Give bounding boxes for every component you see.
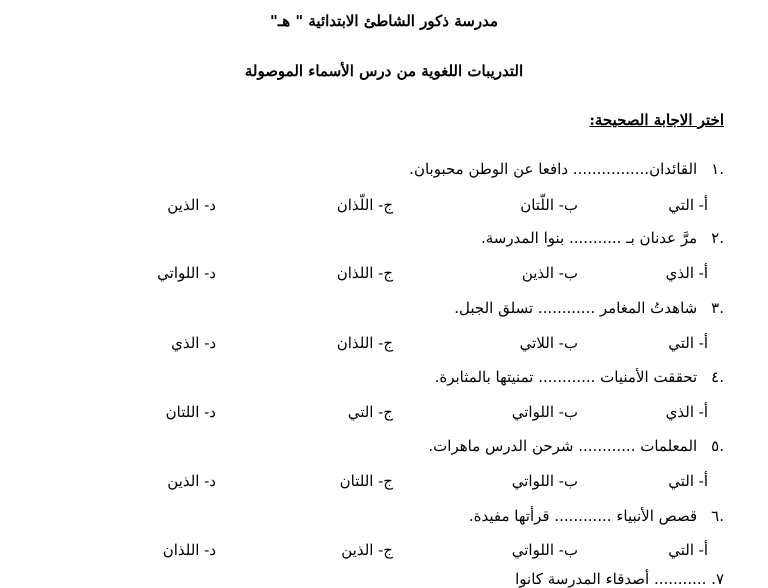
question-7-partial — [404, 570, 724, 588]
option-c: ج- اللذان — [336, 264, 393, 282]
option-d: د- الذين — [167, 196, 216, 214]
question-7-text: ٧. ........... أصدقاء المدرسة كانوا — [515, 570, 724, 588]
question-number: .٢ — [711, 229, 724, 247]
option-c: ج- اللذان — [336, 334, 393, 352]
option-b: ب- اللواتي — [511, 541, 578, 559]
question-text: قصص الأنبياء ............ قرأتها مفيدة. — [468, 507, 698, 525]
option-c: ج- اللّذان — [336, 196, 393, 214]
question-number: .٤ — [711, 368, 724, 386]
option-d: د- الذين — [167, 472, 216, 490]
question-number: .٣ — [711, 299, 724, 317]
option-a: أ- الذي — [665, 264, 708, 282]
option-a: أ- الذي — [665, 403, 708, 421]
question-text: القائدان................ دافعا عن الوطن محبوبان. — [409, 160, 698, 178]
option-d: د- اللذان — [162, 541, 216, 559]
question-text: شاهدتُ المغامر ............ تسلق الجبل. — [454, 299, 698, 317]
option-c: ج- اللتان — [339, 472, 393, 490]
option-d: د- الذي — [171, 334, 216, 352]
question-number: .٥ — [711, 437, 724, 455]
option-d: د- اللواتي — [157, 264, 216, 282]
question-number: .١ — [711, 160, 724, 178]
option-a: أ- التي — [668, 472, 708, 490]
option-c: ج- التي — [347, 403, 393, 421]
question-2 — [481, 229, 724, 247]
option-c: ج- الذين — [341, 541, 393, 559]
question-6 — [469, 507, 724, 525]
question-text: مرَّ عدنان بـ ........... بنوا المدرسة. — [480, 229, 698, 247]
question-3 — [454, 299, 724, 317]
worksheet-title: التدريبات اللغوية من درس الأسماء الموصولة — [244, 62, 524, 80]
option-b: ب- الذين — [521, 264, 578, 282]
option-b: ب- اللّتان — [520, 196, 578, 214]
question-text: المعلمات ............ شرحن الدرس ماهرات. — [428, 437, 698, 455]
question-4 — [435, 368, 724, 386]
instruction: اختر الاجابة الصحيحة: — [589, 111, 724, 129]
option-b: ب- اللواتي — [511, 403, 578, 421]
question-1 — [409, 160, 724, 178]
option-a: أ- التي — [668, 196, 708, 214]
option-b: ب- اللاتي — [519, 334, 578, 352]
question-number: .٦ — [711, 507, 724, 525]
option-a: أ- التي — [668, 334, 708, 352]
question-5 — [428, 437, 724, 455]
question-text: تحققت الأمنيات ............ تمنيتها بالمثابرة. — [434, 368, 698, 386]
option-a: أ- التي — [668, 541, 708, 559]
option-d: د- اللتان — [165, 403, 216, 421]
option-b: ب- اللواتي — [511, 472, 578, 490]
school-name: مدرسة ذكور الشاطئ الابتدائية " هـ" — [270, 12, 498, 30]
